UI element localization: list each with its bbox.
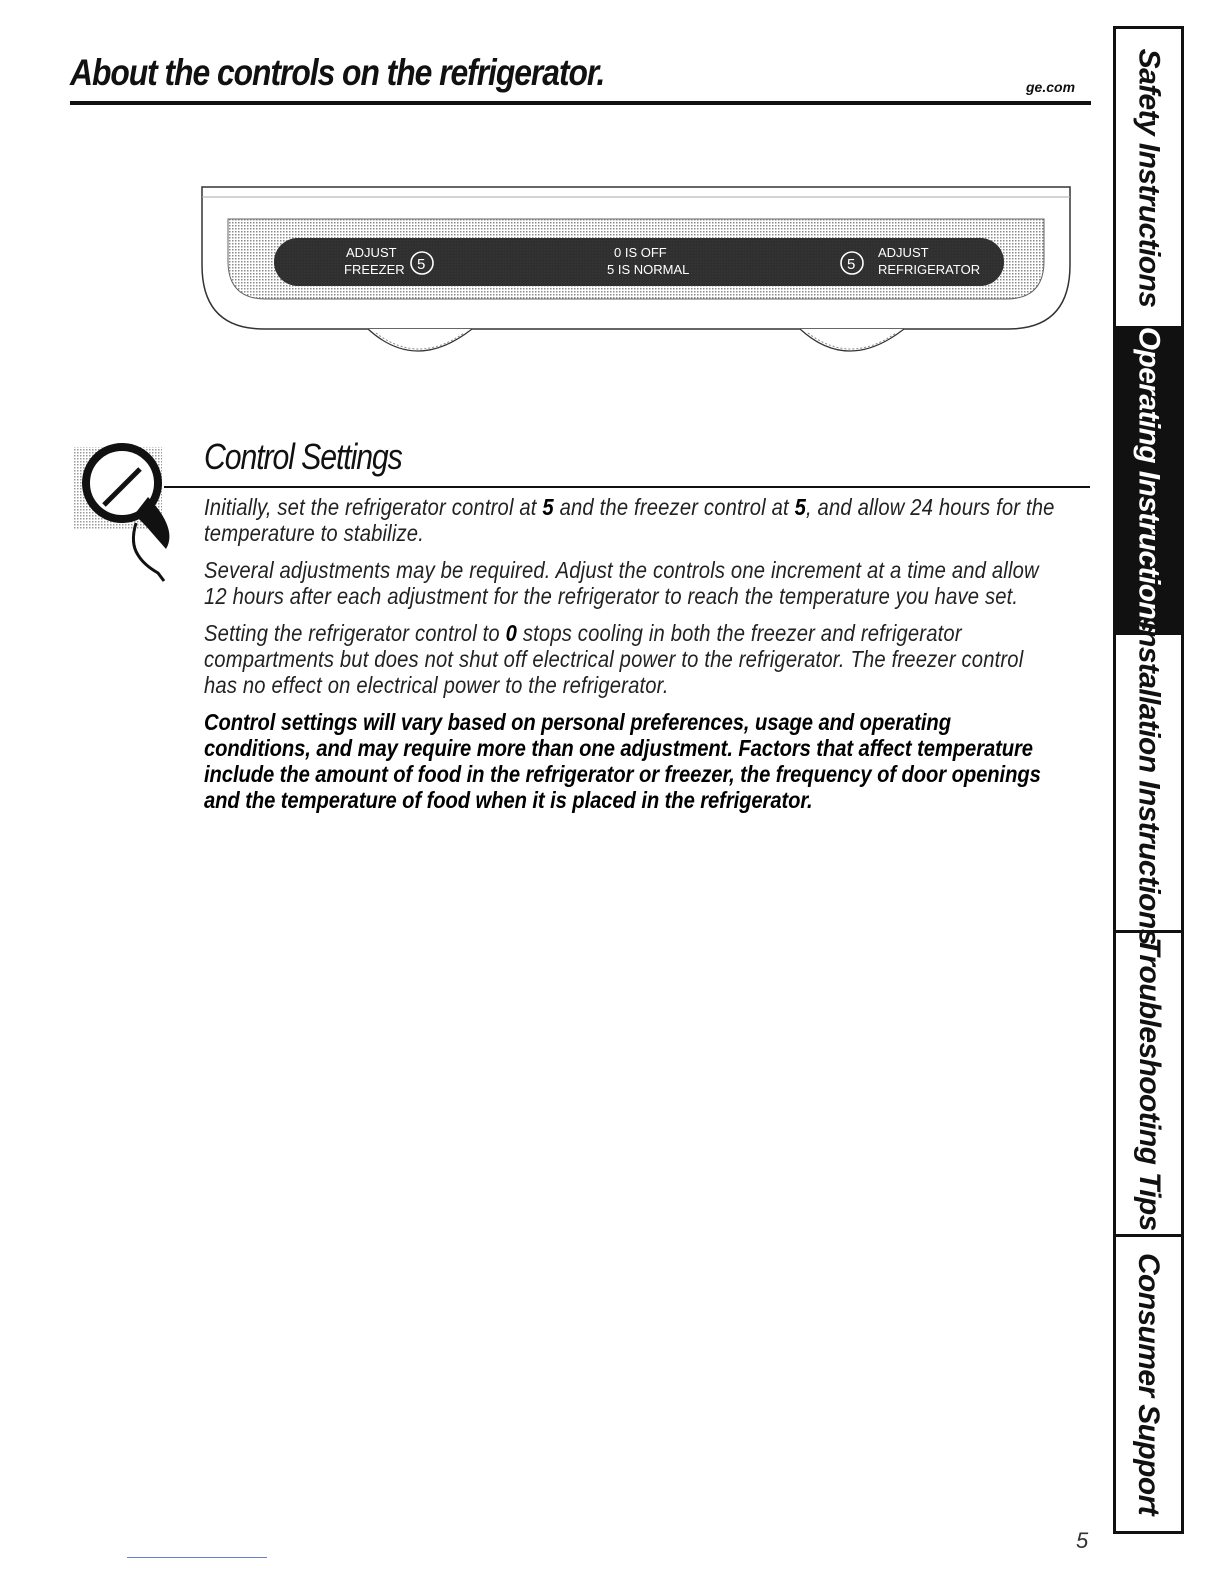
body-text — [204, 494, 1055, 824]
center-line1: 0 IS OFF — [614, 245, 667, 260]
paragraph-adjustments: Several adjustments may be required. Adjust the controls one increment at a time and allow 12 hours after each adjustment for the refrigerator to reach the temperature you have set. — [204, 557, 1039, 609]
paragraph-note: Control settings will vary based on personal preferences, usage and operating conditions, and may require more than one adjustment. Factors that affect temperature include the amount of food in the refrigerator or freezer, the frequency of door openings and the temperature of food when it is placed in the refrigerator. — [204, 709, 1041, 813]
page-title: About the controls on the refrigerator. — [70, 52, 605, 93]
tab-troubleshooting-tips[interactable]: Troubleshooting Tips — [1116, 933, 1181, 1237]
section-title: Control Settings — [204, 436, 402, 477]
site-link[interactable]: ge.com — [1026, 79, 1076, 95]
left-dial — [368, 329, 472, 351]
tab-consumer-support[interactable]: Consumer Support — [1132, 1252, 1166, 1516]
paragraph-zero-setting: Setting the refrigerator control to 0 stops cooling in both the freezer and refrigerator compartments but does not shut off electrical power to the refrigerator. The freezer control has no effect on electrical power to the refrigerator. — [204, 620, 1024, 698]
right-knob-value: 5 — [847, 256, 856, 273]
left-knob-value: 5 — [417, 256, 426, 273]
paragraph-initial-settings: Initially, set the refrigerator control at 5 and the freezer control at 5, and allow 24 hours for the temperature to stabilize. — [204, 494, 1055, 546]
header-rule — [70, 101, 1091, 105]
center-line2: 5 IS NORMAL — [607, 262, 690, 277]
tab-operating-instructions[interactable]: Operating Instructions — [1116, 329, 1181, 635]
dial-hand-icon — [74, 425, 184, 585]
left-label-line2: FREEZER — [344, 262, 405, 277]
tab-installation-instructions[interactable]: Installation Instructions — [1116, 635, 1181, 933]
page-number: 5 — [1076, 1528, 1089, 1553]
bottom-rule — [127, 1557, 267, 1558]
right-dial — [800, 329, 904, 351]
left-label-line1: ADJUST — [346, 245, 397, 260]
section-rule — [164, 486, 1090, 488]
right-label-line1: ADJUST — [878, 245, 929, 260]
control-panel-illustration — [196, 183, 1076, 373]
side-tabs — [1113, 26, 1184, 1534]
right-label-line2: REFRIGERATOR — [878, 262, 981, 277]
tab-safety-instructions[interactable]: Safety Instructions — [1116, 29, 1181, 329]
